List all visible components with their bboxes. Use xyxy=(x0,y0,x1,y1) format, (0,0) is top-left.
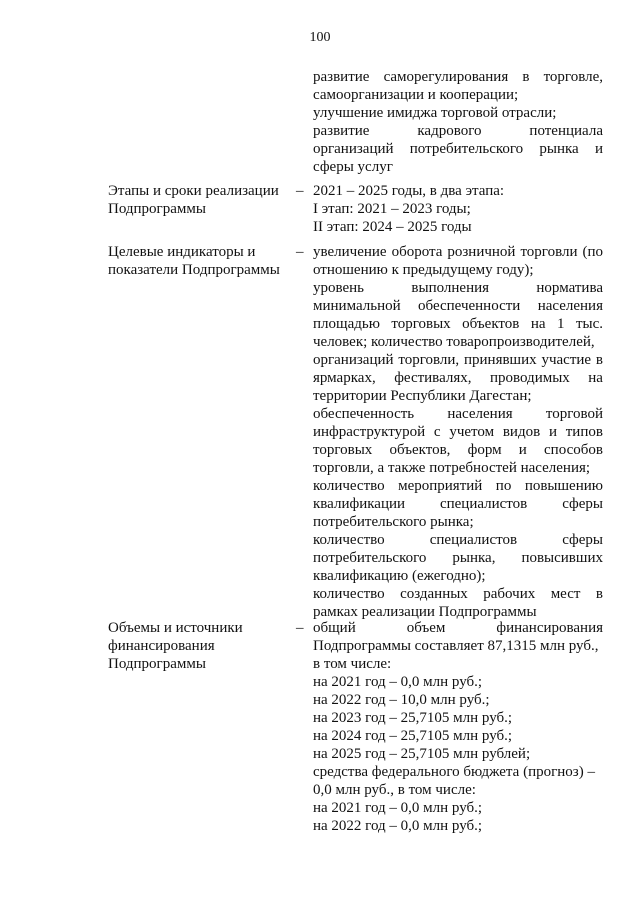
text-line xyxy=(313,585,603,603)
text-line xyxy=(313,549,603,567)
stages-label xyxy=(108,182,293,218)
word: саморегулирования xyxy=(383,69,509,85)
stages-label-line: Подпрограммы xyxy=(108,201,206,217)
word: на xyxy=(530,316,546,332)
text-line: потребительского рынка; xyxy=(313,514,474,530)
word: специалистов xyxy=(439,496,528,512)
indicators-label xyxy=(108,243,293,279)
word: мест xyxy=(550,586,581,602)
text-line xyxy=(313,122,603,140)
text-line xyxy=(313,423,603,441)
word: рынка, xyxy=(452,550,496,566)
word: в xyxy=(595,352,603,368)
word: по xyxy=(495,478,512,494)
stages-line: 2021 – 2025 годы, в два этапа: xyxy=(313,183,505,199)
text-line xyxy=(313,68,603,86)
funding-dash: – xyxy=(296,620,304,636)
word: торговли xyxy=(520,244,578,260)
text-line: улучшение имиджа торговой отрасли; xyxy=(313,105,557,121)
funding-label-line: финансирования xyxy=(108,638,215,654)
word: сферы xyxy=(562,496,603,512)
text-line xyxy=(313,369,603,387)
word: типов xyxy=(565,424,603,440)
text-line: на 2024 год – 25,7105 млн руб.; xyxy=(313,728,513,744)
word: населения xyxy=(537,298,603,314)
word: форм xyxy=(467,442,502,458)
word: учетом xyxy=(449,424,495,440)
text-line: человек; количество товаропроизводителей, xyxy=(313,334,595,350)
funding-label-line: Подпрограммы xyxy=(108,656,206,672)
word: на xyxy=(588,370,603,386)
word: способов xyxy=(544,442,603,458)
indicators-label-line: Целевые индикаторы и xyxy=(108,244,256,260)
word: кадрового xyxy=(417,123,482,139)
word: уровень xyxy=(313,280,365,296)
word: принявших xyxy=(463,352,537,368)
word: повышению xyxy=(524,478,603,494)
text-line: на 2022 год – 0,0 млн руб.; xyxy=(313,818,483,834)
word: организаций xyxy=(313,352,394,368)
word: норматива xyxy=(536,280,603,296)
word: общий xyxy=(313,620,356,636)
word: торговли, xyxy=(398,352,460,368)
text-line xyxy=(313,351,603,369)
text-line xyxy=(313,279,603,297)
indicators-content xyxy=(313,243,603,621)
word: и xyxy=(594,141,603,157)
word: количество xyxy=(313,478,385,494)
text-line: квалификацию (ежегодно); xyxy=(313,568,486,584)
word: тыс. xyxy=(575,316,603,332)
stages-line: I этап: 2021 – 2023 годы; xyxy=(313,201,471,217)
word: площадью xyxy=(313,316,380,332)
word: видов xyxy=(502,424,541,440)
text-line: Подпрограммы составляет 87,1315 млн руб., xyxy=(313,638,599,654)
word: специалистов xyxy=(429,532,518,548)
text-line: рамках реализации Подпрограммы xyxy=(313,604,537,620)
word: квалификации xyxy=(313,496,406,512)
word: мероприятий xyxy=(398,478,483,494)
stages-line: II этап: 2024 – 2025 годы xyxy=(313,219,472,235)
word: населения xyxy=(447,406,513,422)
word: организаций xyxy=(313,141,394,157)
word: розничной xyxy=(447,244,516,260)
word: повысивших xyxy=(521,550,603,566)
word: количество xyxy=(313,532,385,548)
text-line: отношению к предыдущему году); xyxy=(313,262,534,278)
word: финансирования xyxy=(496,620,603,636)
text-line xyxy=(313,619,603,637)
text-line: самоорганизации и кооперации; xyxy=(313,87,519,103)
text-line: на 2021 год – 0,0 млн руб.; xyxy=(313,800,483,816)
page-number: 100 xyxy=(309,30,331,45)
text-line xyxy=(313,441,603,459)
word: (по xyxy=(582,244,603,260)
text-line: на 2021 год – 0,0 млн руб.; xyxy=(313,674,483,690)
word: минимальной xyxy=(313,298,401,314)
word: 1 xyxy=(556,316,565,332)
text-line: торговли, а также потребностей населения; xyxy=(313,460,591,476)
text-line xyxy=(313,297,603,315)
word: инфраструктурой xyxy=(313,424,426,440)
text-line: территории Республики Дагестан; xyxy=(313,388,532,404)
word: и xyxy=(518,442,527,458)
text-line xyxy=(313,315,603,333)
word: развитие xyxy=(313,123,370,139)
word: в xyxy=(595,586,603,602)
word: обеспеченность xyxy=(313,406,415,422)
funding-label xyxy=(108,619,293,673)
word: в xyxy=(522,69,530,85)
text-line: сферы услуг xyxy=(313,159,393,175)
text-line: на 2023 год – 25,7105 млн руб.; xyxy=(313,710,513,726)
word: ярмарках, xyxy=(313,370,376,386)
word: потенциала xyxy=(529,123,603,139)
word: объем xyxy=(406,620,446,636)
word: проводимых xyxy=(489,370,570,386)
funding-content xyxy=(313,619,603,835)
text-line: в том числе: xyxy=(313,656,392,672)
stages-dash: – xyxy=(296,183,304,199)
word: обеспеченности xyxy=(418,298,521,314)
word: торговых xyxy=(313,442,373,458)
word: торговой xyxy=(545,406,603,422)
text-line: средства федерального бюджета (прогноз) – xyxy=(313,764,595,780)
word: увеличение xyxy=(313,244,387,260)
word: торговле, xyxy=(543,69,603,85)
text-line xyxy=(313,243,603,261)
text-line: на 2022 год – 10,0 млн руб.; xyxy=(313,692,490,708)
text-line xyxy=(313,140,603,158)
word: развитие xyxy=(313,69,370,85)
word: торговых xyxy=(391,316,451,332)
text-line: 0,0 млн руб., в том числе: xyxy=(313,782,476,798)
indicators-label-line: показатели Подпрограммы xyxy=(108,262,280,278)
word: фестивалях, xyxy=(394,370,472,386)
word: и xyxy=(548,424,557,440)
word: потребительского xyxy=(313,550,427,566)
word: оборота xyxy=(391,244,443,260)
text-line xyxy=(313,531,603,549)
word: участие xyxy=(541,352,592,368)
word: потребительского xyxy=(409,141,524,157)
stages-content xyxy=(313,182,603,236)
word: рынка xyxy=(539,141,579,157)
word: сферы xyxy=(562,532,603,548)
word: объектов, xyxy=(389,442,451,458)
text-line xyxy=(313,405,603,423)
stages-label-line: Этапы и сроки реализации xyxy=(108,183,279,199)
text-line: на 2025 год – 25,7105 млн рублей; xyxy=(313,746,531,762)
word: рабочих xyxy=(483,586,536,602)
text-line xyxy=(313,477,603,495)
text-line xyxy=(313,495,603,513)
indicators-dash: – xyxy=(296,244,304,260)
word: созданных xyxy=(400,586,468,602)
funding-label-line: Объемы и источники xyxy=(108,620,243,636)
intro-content xyxy=(313,68,603,176)
word: количество xyxy=(313,586,385,602)
word: объектов xyxy=(462,316,520,332)
word: выполнения xyxy=(411,280,490,296)
word: с xyxy=(433,424,441,440)
